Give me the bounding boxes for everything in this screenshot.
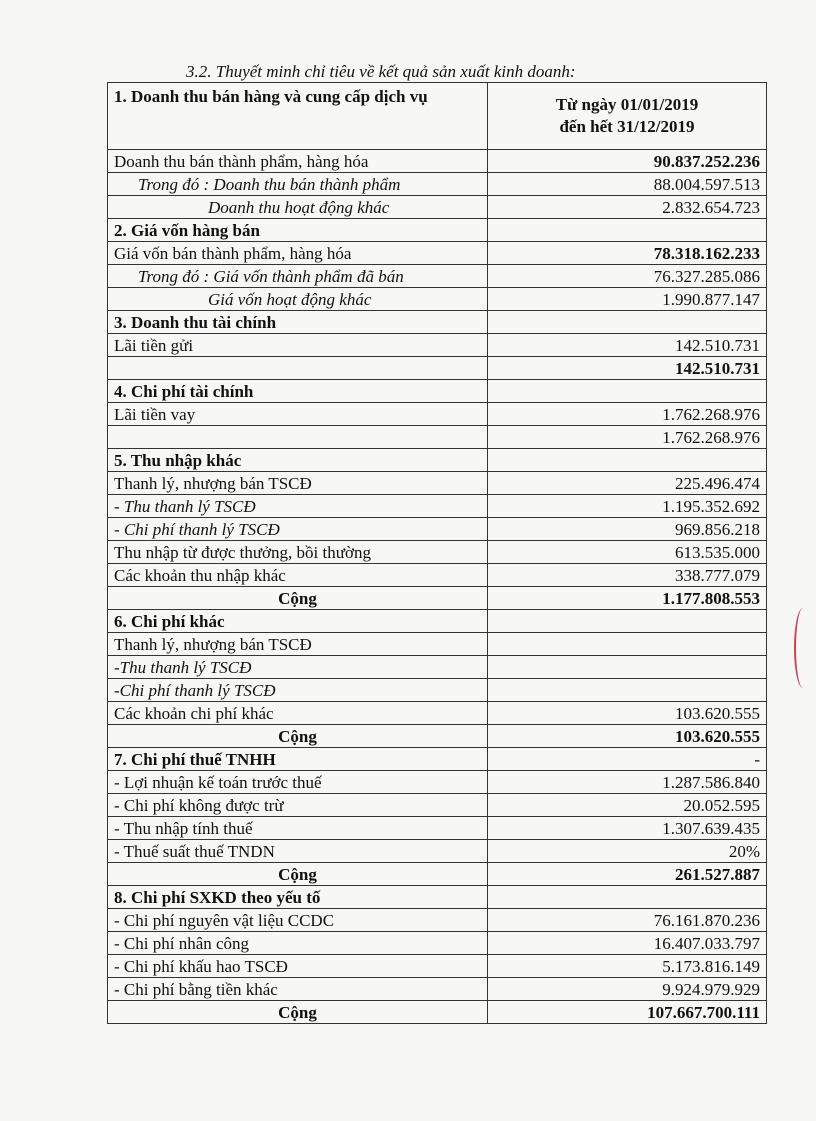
table-row [108,909,767,932]
row-value: 88.004.597.513 [488,173,767,196]
row-value: 613.535.000 [488,541,767,564]
table-row [108,748,767,771]
table-row [108,725,767,748]
row-label: - Chi phí nhân công [108,932,488,955]
row-value: 107.667.700.111 [488,1001,767,1024]
table-row [108,288,767,311]
table-row [108,656,767,679]
row-label: - Chi phí không được trừ [108,794,488,817]
row-label: 8. Chi phí SXKD theo yếu tố [108,886,488,909]
row-label: Thanh lý, nhượng bán TSCĐ [108,472,488,495]
table-row [108,334,767,357]
table-row [108,1001,767,1024]
row-value: 78.318.162.233 [488,242,767,265]
row-label: -Chi phí thanh lý TSCĐ [108,679,488,702]
table-row [108,587,767,610]
row-value: 1.287.586.840 [488,771,767,794]
row-label: Các khoản chi phí khác [108,702,488,725]
row-value: 1.177.808.553 [488,587,767,610]
section-heading: 1. Doanh thu bán hàng và cung cấp dịch vụ [108,83,488,150]
row-value: 20% [488,840,767,863]
row-value: 142.510.731 [488,334,767,357]
row-value [488,449,767,472]
row-label: Cộng [108,587,488,610]
table-row [108,472,767,495]
table-row [108,978,767,1001]
table-row [108,173,767,196]
table-row [108,242,767,265]
row-value: - [488,748,767,771]
row-value [488,633,767,656]
row-label: 6. Chi phí khác [108,610,488,633]
row-label: 2. Giá vốn hàng bán [108,219,488,242]
table-row [108,702,767,725]
row-label: Cộng [108,725,488,748]
row-label: Doanh thu bán thành phẩm, hàng hóa [108,150,488,173]
table-row [108,219,767,242]
table-row [108,449,767,472]
row-value: 1.990.877.147 [488,288,767,311]
table-row [108,426,767,449]
row-label: - Thuế suất thuế TNDN [108,840,488,863]
red-pen-mark [794,608,812,688]
row-label: Cộng [108,1001,488,1024]
table-row [108,679,767,702]
row-value: 76.327.285.086 [488,265,767,288]
row-label: Lãi tiền vay [108,403,488,426]
table-row [108,771,767,794]
table-row [108,564,767,587]
table-row [108,357,767,380]
row-value: 5.173.816.149 [488,955,767,978]
table-row [108,840,767,863]
row-value: 142.510.731 [488,357,767,380]
row-label: Lãi tiền gửi [108,334,488,357]
row-value [488,219,767,242]
table-row [108,955,767,978]
table-row [108,196,767,219]
row-label [108,426,488,449]
row-label: - Chi phí bằng tiền khác [108,978,488,1001]
row-label: - Chi phí khấu hao TSCĐ [108,955,488,978]
row-value: 103.620.555 [488,725,767,748]
table-row [108,633,767,656]
row-label: - Thu thanh lý TSCĐ [108,495,488,518]
results-table [107,82,767,1024]
row-label: Các khoản thu nhập khác [108,564,488,587]
row-label: 3. Doanh thu tài chính [108,311,488,334]
table-header-row [108,83,767,150]
period-header [488,83,767,150]
row-value [488,656,767,679]
table-row [108,518,767,541]
table-row [108,863,767,886]
page-title: 3.2. Thuyết minh chỉ tiêu về kết quả sản xuất kinh doanh: [186,62,576,81]
row-label: - Lợi nhuận kế toán trước thuế [108,771,488,794]
row-label: Thanh lý, nhượng bán TSCĐ [108,633,488,656]
row-value: 20.052.595 [488,794,767,817]
table-row [108,886,767,909]
row-value: 16.407.033.797 [488,932,767,955]
row-value: 2.832.654.723 [488,196,767,219]
table-row [108,311,767,334]
row-label: Giá vốn hoạt động khác [108,288,488,311]
row-label: Thu nhập từ được thưởng, bồi thường [108,541,488,564]
table-row [108,150,767,173]
row-value: 103.620.555 [488,702,767,725]
row-label: 4. Chi phí tài chính [108,380,488,403]
row-value [488,610,767,633]
row-value [488,311,767,334]
row-label: Giá vốn bán thành phẩm, hàng hóa [108,242,488,265]
row-value: 9.924.979.929 [488,978,767,1001]
row-label: Doanh thu hoạt động khác [108,196,488,219]
row-value: 76.161.870.236 [488,909,767,932]
table-row [108,610,767,633]
row-value: 90.837.252.236 [488,150,767,173]
row-value [488,679,767,702]
row-value: 1.307.639.435 [488,817,767,840]
row-label: 7. Chi phí thuế TNHH [108,748,488,771]
row-value [488,380,767,403]
period-line2: đến hết 31/12/2019 [559,117,695,136]
row-value: 969.856.218 [488,518,767,541]
table-row [108,794,767,817]
row-label: Trong đó : Doanh thu bán thành phẩm [108,173,488,196]
row-value: 1.762.268.976 [488,426,767,449]
table-row [108,403,767,426]
row-label: Cộng [108,863,488,886]
table-row [108,380,767,403]
row-value: 1.195.352.692 [488,495,767,518]
row-value: 225.496.474 [488,472,767,495]
row-label: - Chi phí thanh lý TSCĐ [108,518,488,541]
table-row [108,541,767,564]
row-value [488,886,767,909]
row-value: 261.527.887 [488,863,767,886]
row-label: Trong đó : Giá vốn thành phẩm đã bán [108,265,488,288]
row-label: -Thu thanh lý TSCĐ [108,656,488,679]
row-label [108,357,488,380]
table-row [108,265,767,288]
row-value: 1.762.268.976 [488,403,767,426]
row-label: - Thu nhập tính thuế [108,817,488,840]
period-line1: Từ ngày 01/01/2019 [555,95,699,114]
table-row [108,932,767,955]
table-row [108,495,767,518]
row-label: 5. Thu nhập khác [108,449,488,472]
row-value: 338.777.079 [488,564,767,587]
table-row [108,817,767,840]
row-label: - Chi phí nguyên vật liệu CCDC [108,909,488,932]
